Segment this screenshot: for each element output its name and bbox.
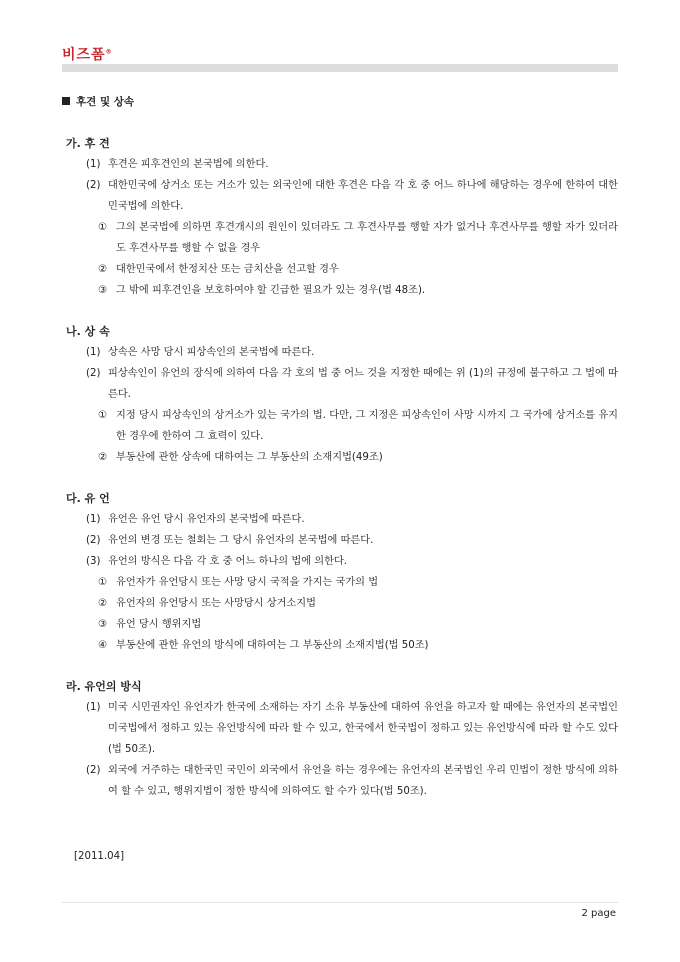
- list-item: (1) 유언은 유언 당시 유언자의 본국법에 따른다.: [86, 514, 305, 525]
- list-item: (2) 외국에 거주하는 대한국민 국민이 외국에서 유언을 하는 경우에는 유언자의 본국법인 우리 민법이 정한 방식에 의하여 할 수 있고, 행위지법이 정한 방식에 의하여도 할 수가 있다(법 50조).: [86, 765, 618, 797]
- section-guardianship: [62, 133, 618, 301]
- list-item: ③ 유언 당시 행위지법: [98, 619, 202, 630]
- document-title: 후견 및 상속: [62, 92, 618, 113]
- document-date: [2011.04]: [74, 851, 125, 862]
- section-will: [62, 488, 618, 656]
- list-item: ② 부동산에 관한 상속에 대하여는 그 부동산의 소재지법(49조): [98, 452, 383, 463]
- page-number: 2 page: [581, 908, 616, 919]
- list-item: ① 유언자가 유언당시 또는 사망 당시 국적을 가지는 국가의 법: [98, 577, 379, 588]
- list-item: ④ 부동산에 관한 유언의 방식에 대하여는 그 부동산의 소재지법(법 50조): [98, 640, 429, 651]
- document-body: [62, 92, 618, 822]
- footer-divider: [62, 902, 618, 903]
- list-item: (1) 상속은 사망 당시 피상속인의 본국법에 따른다.: [86, 347, 315, 358]
- square-bullet-icon: [62, 97, 70, 105]
- header-bar: [62, 64, 618, 72]
- list-item: (2) 유언의 변경 또는 철회는 그 당시 유언자의 본국법에 따른다.: [86, 535, 374, 546]
- section-inheritance: [62, 321, 618, 468]
- list-item: (1) 미국 시민권자인 유언자가 한국에 소재하는 자기 소유 부동산에 대하여 유언을 하고자 할 때에는 유언자의 본국법인 미국법에서 정하고 있는 유언방식에 따라 할 수 있고, 한국에서 한국법이 정하고 있는 유언방식에 따라 할 수도 있다(법 50조).: [86, 702, 618, 755]
- list-item: (2) 대한민국에 상거소 또는 거소가 있는 외국인에 대한 후견은 다음 각 호 중 어느 하나에 해당하는 경우에 한하여 대한민국법에 의한다.: [86, 180, 618, 212]
- section-title: 라. 유언의 방식: [66, 680, 142, 693]
- list-item: (3) 유언의 방식은 다음 각 호 중 어느 하나의 법에 의한다.: [86, 556, 348, 567]
- list-item: ① 지정 당시 피상속인의 상거소가 있는 국가의 법. 다만, 그 지정은 피상속인이 사망 시까지 그 국가에 상거소를 유지한 경우에 한하여 그 효력이 있다.: [98, 410, 618, 442]
- section-title: 나. 상 속: [66, 325, 110, 338]
- list-item: (1) 후견은 피후견인의 본국법에 의한다.: [86, 159, 269, 170]
- list-item: ② 대한민국에서 한정치산 또는 금치산을 선고할 경우: [98, 264, 339, 275]
- list-item: (2) 피상속인이 유언의 장식에 의하여 다음 각 호의 법 중 어느 것을 지정한 때에는 위 (1)의 규정에 불구하고 그 법에 따른다.: [86, 368, 618, 400]
- section-will-method: [62, 676, 618, 802]
- list-item: ③ 그 밖에 피후견인을 보호하여야 할 긴급한 필요가 있는 경우(법 48조).: [98, 285, 426, 296]
- section-title: 가. 후 견: [66, 137, 110, 150]
- list-item: ① 그의 본국법에 의하면 후견개시의 원인이 있더라도 그 후견사무를 행할 자가 없거나 후견사무를 행할 자가 있더라도 후견사무를 행할 수 없을 경우: [98, 222, 618, 254]
- bizforms-logo: 비즈폼®: [62, 47, 113, 63]
- section-title: 다. 유 언: [66, 492, 110, 505]
- list-item: ② 유언자의 유언당시 또는 사망당시 상거소지법: [98, 598, 316, 609]
